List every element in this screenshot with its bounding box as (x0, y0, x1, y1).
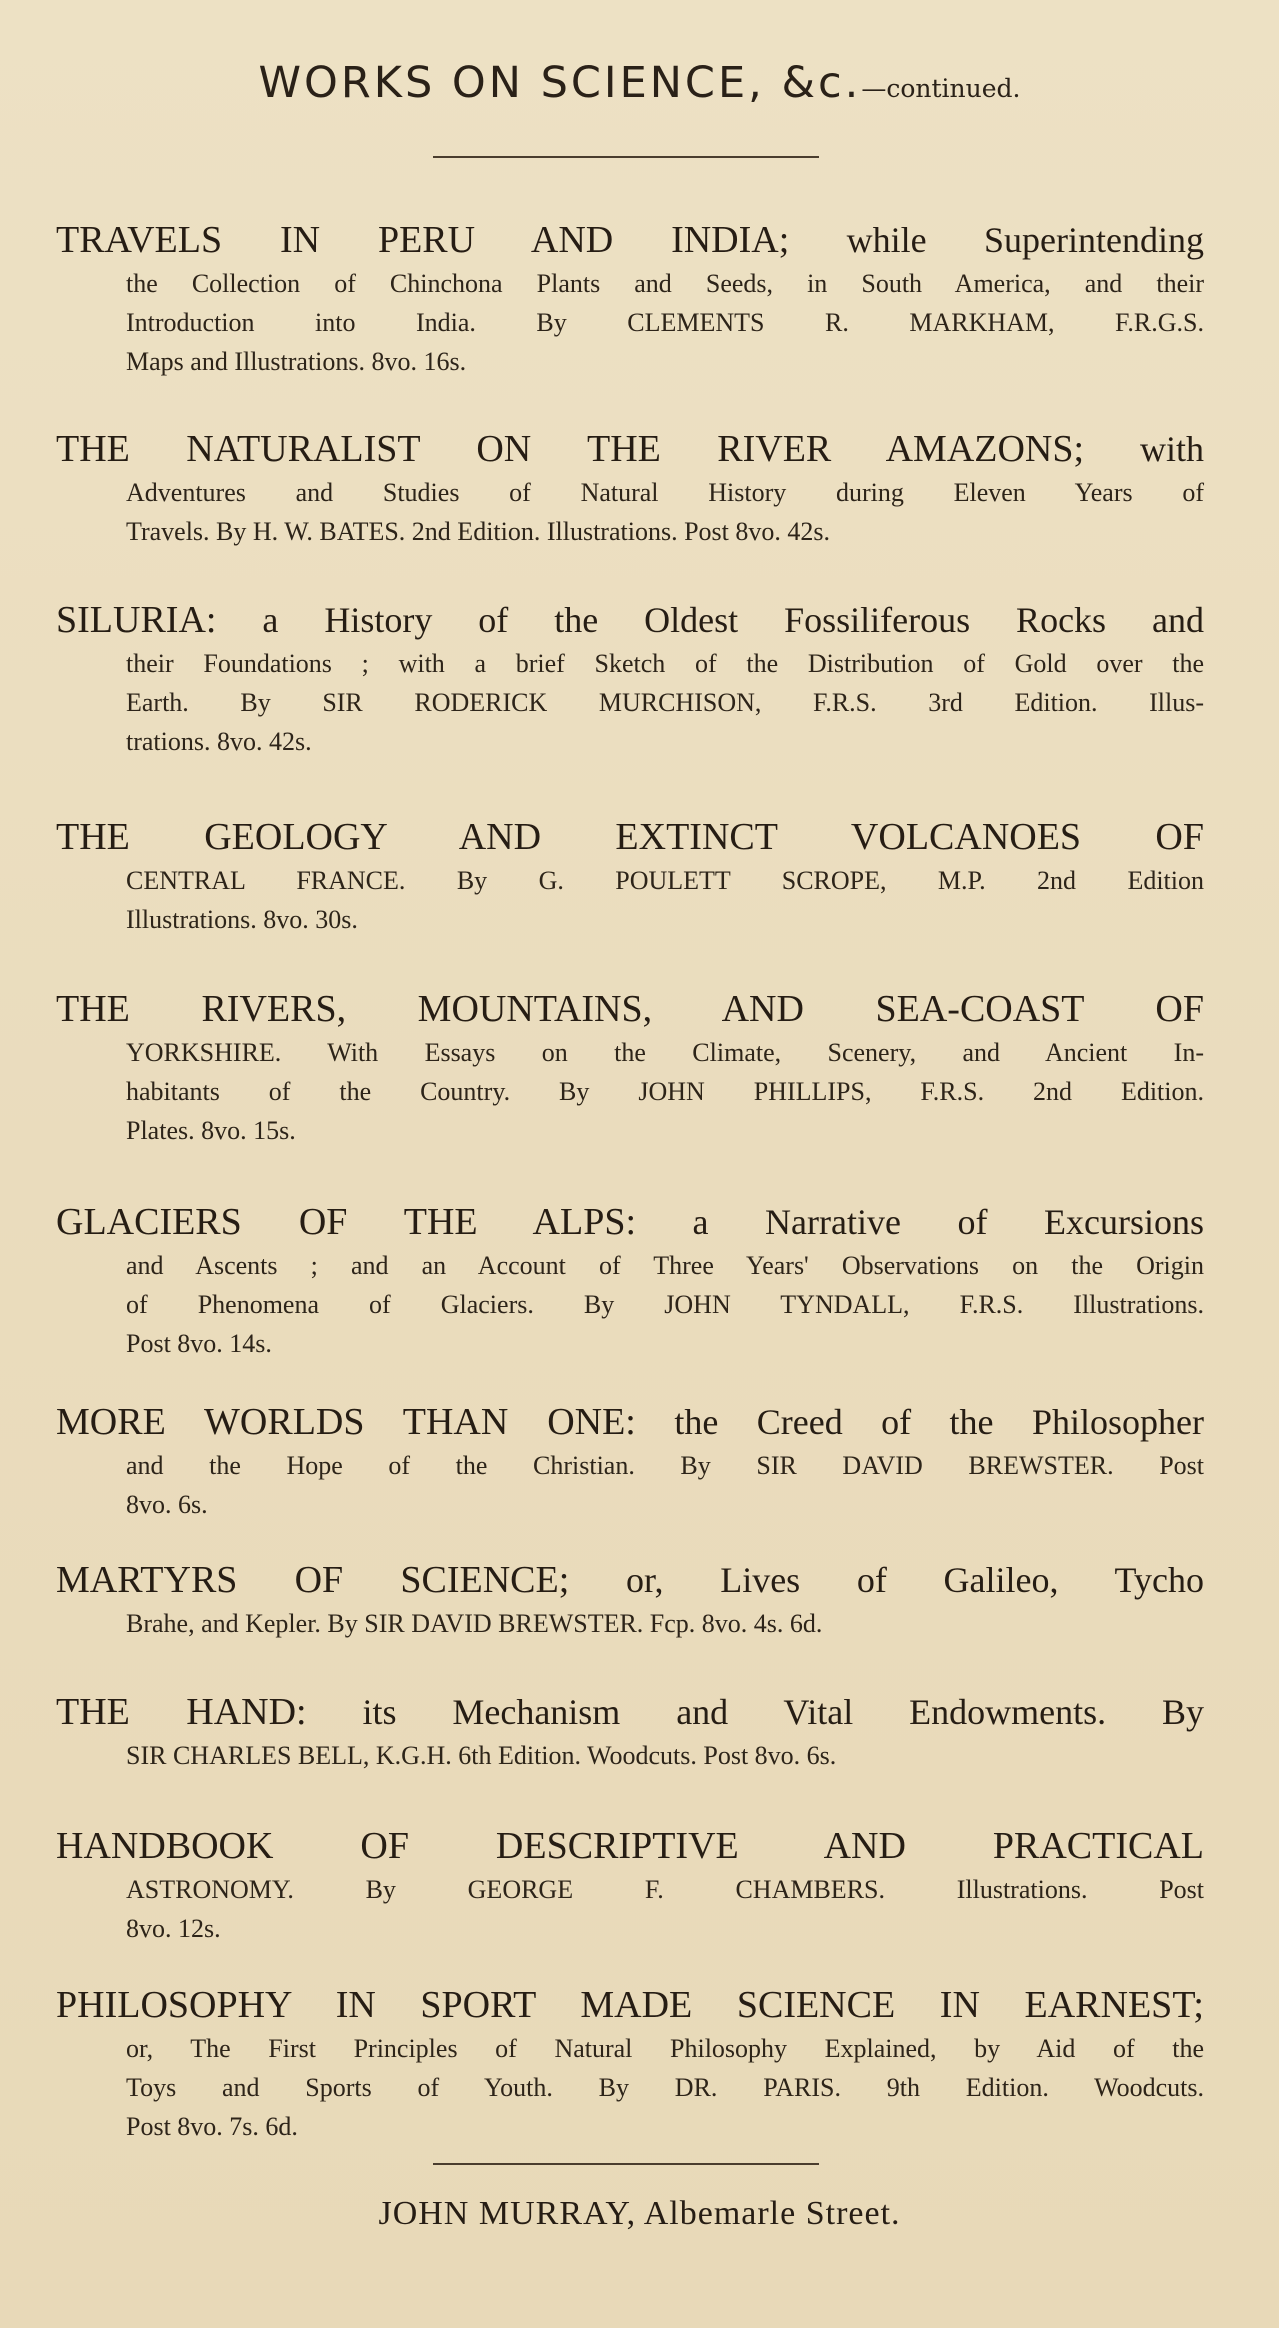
entry-line: Illustrations. 8vo. 30s. (126, 905, 358, 934)
entry-title-main: MARTYRS OF SCIENCE; (56, 1559, 570, 1601)
entry-title (56, 1981, 1204, 2029)
book-entry-siluria (56, 596, 1204, 761)
entry-title-rest: the Creed of the Philosopher (635, 1402, 1204, 1442)
entry-title-rest: with (1084, 429, 1204, 469)
entry-line: Plates. 8vo. 15s. (126, 1116, 296, 1145)
entry-line: Toys and Sports of Youth. By DR. PARIS. 9th Edition. Woodcuts. (126, 2073, 1204, 2102)
entry-line: and the Hope of the Christian. By SIR DAVID BREWSTER. Post (126, 1451, 1204, 1480)
book-entry-martyrs-science (56, 1556, 1204, 1643)
header-title: WORKS ON SCIENCE, &c. (258, 58, 862, 108)
entry-title-rest: a Narrative of Excursions (636, 1202, 1204, 1242)
entry-line: Brahe, and Kepler. By SIR DAVID BREWSTER. Fcp. 8vo. 4s. 6d. (126, 1609, 823, 1638)
entry-line: Travels. By H. W. BATES. 2nd Edition. Illustrations. Post 8vo. 42s. (126, 517, 830, 546)
entry-description (126, 1870, 1204, 1948)
book-entry-naturalist-amazons (56, 425, 1204, 551)
entry-title-rest: a History of the Oldest Fossiliferous Rocks and (216, 600, 1204, 640)
book-entry-rivers-yorkshire (56, 985, 1204, 1150)
entry-description (126, 264, 1204, 381)
entry-title-main: TRAVELS IN PERU AND INDIA; (56, 219, 790, 261)
entry-title (56, 1398, 1204, 1446)
entry-title (56, 596, 1204, 644)
entry-line: Post 8vo. 7s. 6d. (126, 2112, 298, 2141)
book-entry-travels-in-peru (56, 216, 1204, 381)
entry-line: or, The First Principles of Natural Philosophy Explained, by Aid of the (126, 2034, 1204, 2063)
entry-line: of Phenomena of Glaciers. By JOHN TYNDALL, F.R.S. Illustrations. (126, 1290, 1204, 1319)
entry-description (126, 1446, 1204, 1524)
entry-line: Introduction into India. By CLEMENTS R. MARKHAM, F.R.G.S. (126, 308, 1204, 337)
entry-description (126, 1736, 1204, 1775)
entry-title (56, 1556, 1204, 1604)
entry-title-main: THE NATURALIST ON THE RIVER AMAZONS; (56, 428, 1085, 470)
entry-title-main: GLACIERS OF THE ALPS: (56, 1201, 637, 1243)
entry-title (56, 813, 1204, 861)
entry-title (56, 1822, 1204, 1870)
entry-line: YORKSHIRE. With Essays on the Climate, Scenery, and Ancient In- (126, 1038, 1204, 1067)
entry-line: trations. 8vo. 42s. (126, 727, 312, 756)
book-entry-handbook-astronomy (56, 1822, 1204, 1948)
entry-line: Earth. By SIR RODERICK MURCHISON, F.R.S. 3rd Edition. Illus- (126, 688, 1204, 717)
entry-title-main: HANDBOOK OF DESCRIPTIVE AND PRACTICAL (56, 1825, 1204, 1867)
entry-line: Maps and Illustrations. 8vo. 16s. (126, 347, 467, 376)
entry-line: their Foundations ; with a brief Sketch of the Distribution of Gold over the (126, 649, 1204, 678)
publisher-footer: JOHN MURRAY, Albemarle Street. (378, 2195, 901, 2232)
entry-description (126, 861, 1204, 939)
entry-title-rest: its Mechanism and Vital Endowments. By (306, 1692, 1204, 1732)
entry-title-main: THE GEOLOGY AND EXTINCT VOLCANOES OF (56, 816, 1204, 858)
page-header (0, 58, 1279, 108)
entry-line: CENTRAL FRANCE. By G. POULETT SCROPE, M.P. 2nd Edition (126, 866, 1204, 895)
bottom-divider (433, 2163, 819, 2165)
entry-title-main: SILURIA: (56, 599, 217, 641)
entry-title-main: PHILOSOPHY IN SPORT MADE SCIENCE IN EARNEST; (56, 1984, 1204, 2026)
entry-description (126, 473, 1204, 551)
entry-description (126, 1033, 1204, 1150)
entry-title-main: THE RIVERS, MOUNTAINS, AND SEA-COAST OF (56, 988, 1204, 1030)
entry-title (56, 425, 1204, 473)
book-entry-philosophy-sport (56, 1981, 1204, 2146)
book-entry-glaciers-alps (56, 1198, 1204, 1363)
book-entry-the-hand (56, 1688, 1204, 1775)
entry-description (126, 2029, 1204, 2146)
entry-title-rest: while Superintending (789, 220, 1204, 260)
entry-title (56, 216, 1204, 264)
entry-title-main: THE HAND: (56, 1691, 307, 1733)
entry-description (126, 1246, 1204, 1363)
entry-line: habitants of the Country. By JOHN PHILLIPS, F.R.S. 2nd Edition. (126, 1077, 1204, 1106)
entry-line: Adventures and Studies of Natural History during Eleven Years of (126, 478, 1204, 507)
entry-title-main: MORE WORLDS THAN ONE: (56, 1401, 636, 1443)
entry-description (126, 644, 1204, 761)
entry-title-rest: or, Lives of Galileo, Tycho (569, 1560, 1204, 1600)
entry-title (56, 985, 1204, 1033)
book-entry-geology-france (56, 813, 1204, 939)
entry-line: 8vo. 12s. (126, 1914, 221, 1943)
entry-line: and Ascents ; and an Account of Three Years' Observations on the Origin (126, 1251, 1204, 1280)
entry-line: 8vo. 6s. (126, 1490, 208, 1519)
entry-line: Post 8vo. 14s. (126, 1329, 272, 1358)
entry-line: ASTRONOMY. By GEORGE F. CHAMBERS. Illustrations. Post (126, 1875, 1204, 1904)
top-divider (433, 156, 819, 158)
entry-title (56, 1688, 1204, 1736)
entry-line: the Collection of Chinchona Plants and Seeds, in South America, and their (126, 269, 1204, 298)
entry-line: SIR CHARLES BELL, K.G.H. 6th Edition. Woodcuts. Post 8vo. 6s. (126, 1741, 837, 1770)
header-continued: —continued. (861, 74, 1021, 103)
entry-description (126, 1604, 1204, 1643)
entry-title (56, 1198, 1204, 1246)
book-entry-more-worlds (56, 1398, 1204, 1524)
